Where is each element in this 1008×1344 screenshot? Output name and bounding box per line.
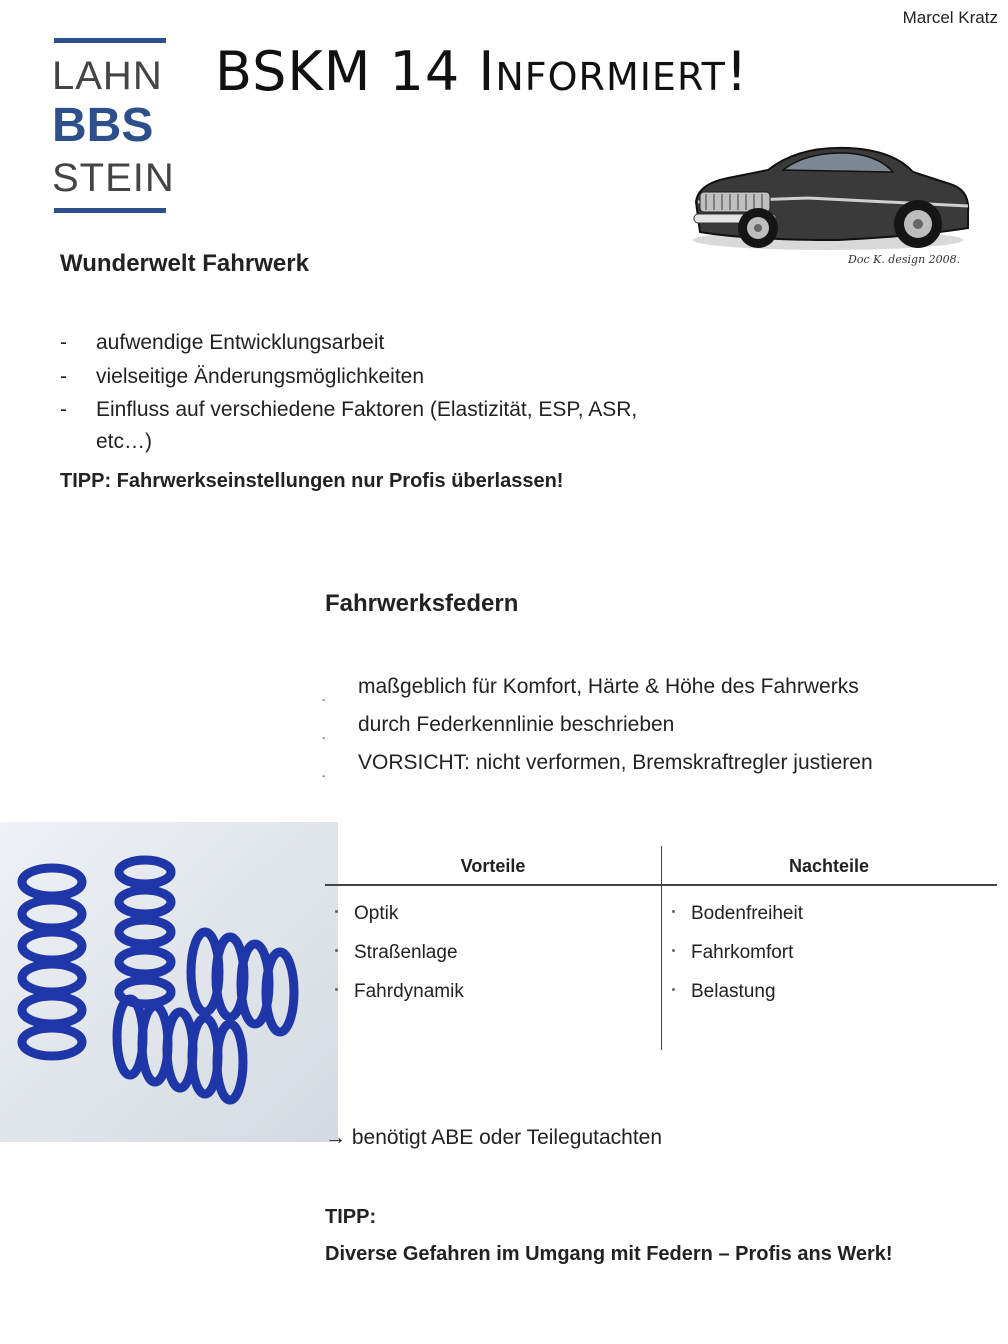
table-cell: Optik [325,894,464,933]
list-item: - VORSICHT: nicht verformen, Bremskraftregler justieren [322,744,1002,782]
tip-federn-text: Diverse Gefahren im Umgang mit Federn – Profis ans Werk! [325,1243,893,1265]
author-name: Marcel Kratz [902,8,998,27]
table-cell: Belastung [662,972,803,1011]
bullet-dash: - [322,771,326,782]
car-caption: Doc K. design 2008. [848,253,961,266]
bullet-dash: - [322,733,326,744]
table-cell: Fahrkomfort [662,933,803,972]
logo-bottom-bar [54,208,166,213]
tip-fahrwerk: TIPP: Fahrwerkseinstellungen nur Profis überlassen! [60,470,564,492]
bullet-dash: - [60,331,67,354]
page-title: BSKM 14 Informiert! [215,40,749,103]
car-illustration [688,140,978,270]
fahrwerk-list [60,326,680,458]
list-item: - Einfluss auf verschiedene Faktoren (Elastizität, ESP, ASR, etc…) [60,394,680,458]
nachteile-column [662,894,803,1011]
list-item: - durch Federkennlinie beschrieben [322,706,1002,744]
list-item: - aufwendige Entwicklungsarbeit [60,326,680,360]
table-cell: Straßenlage [325,933,464,972]
federn-list [322,668,1002,782]
table-cell: Bodenfreiheit [662,894,803,933]
bullet-dash: - [60,398,67,421]
table-header-vorteile: Vorteile [460,856,526,876]
table-cell: Fahrdynamik [325,972,464,1011]
logo-line-2: BBS [52,99,154,152]
pros-cons-table [325,846,997,1050]
vorteile-column [325,894,464,1011]
section-heading-federn: Fahrwerksfedern [325,590,519,617]
logo-top-bar [54,38,166,43]
logo-line-3: STEIN [52,156,175,200]
logo-line-1: LAHN [52,54,163,98]
abe-note: → benötigt ABE oder Teilegutachten [325,1126,663,1149]
section-heading-fahrwerk: Wunderwelt Fahrwerk [60,250,309,277]
school-logo [50,38,174,216]
bullet-dash: - [60,365,67,388]
list-item: - maßgeblich für Komfort, Härte & Höhe des Fahrwerks [322,668,1002,706]
list-item: - vielseitige Änderungsmöglichkeiten [60,360,680,394]
springs-photo [0,822,338,1142]
tip-federn-label: TIPP: [325,1206,377,1228]
bullet-dash: - [322,695,326,706]
table-header-nachteile: Nachteile [788,856,870,876]
